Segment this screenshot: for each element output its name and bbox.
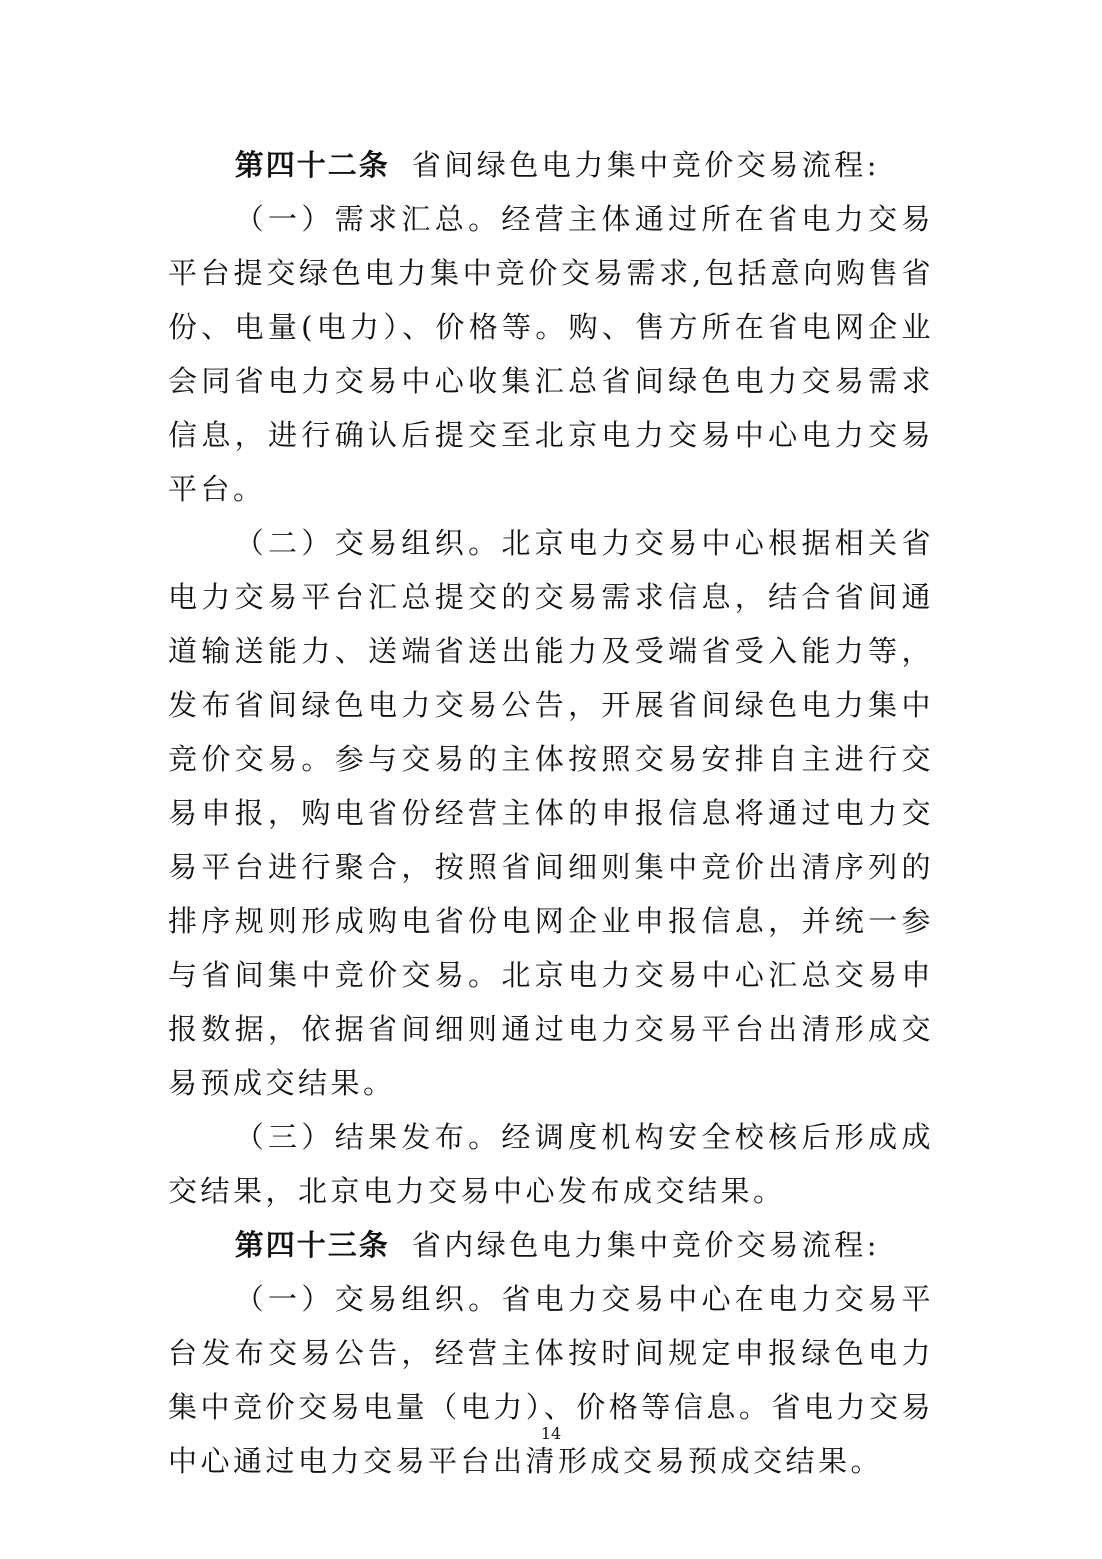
paragraph-article-42 xyxy=(168,138,934,192)
paragraph-provincial-trade-organization xyxy=(168,1272,934,1488)
paragraph-text: （一）交易组织。省电力交易中心在电力交易平台发布交易公告，经营主体按时间规定申报绿色电力集中竞价交易电量（电力）、价格等信息。省电力交易中心通过电力交易平台出清形成交易预成交结果。 xyxy=(168,1282,934,1478)
paragraph-result-release xyxy=(168,1110,934,1218)
paragraph-text: （一）需求汇总。经营主体通过所在省电力交易平台提交绿色电力集中竞价交易需求,包括意向购售省份、电量(电力）、价格等。购、售方所在省电网企业会同省电力交易中心收集汇总省间绿色电力交易需求信息，进行确认后提交至北京电力交易中心电力交易平台。 xyxy=(168,202,934,506)
paragraph-text: （二）交易组织。北京电力交易中心根据相关省电力交易平台汇总提交的交易需求信息，结合省间通道输送能力、送端省送出能力及受端省受入能力等，发布省间绿色电力交易公告，开展省间绿色电力集中竞价交易。参与交易的主体按照交易安排自主进行交易申报，购电省份经营主体的申报信息将通过电力交易平台进行聚合，按照省间细则集中竞价出清序列的排序规则形成购电省份电网企业申报信息，并统一参与省间集中竞价交易。北京电力交易中心汇总交易申报数据，依据省间细则通过电力交易平台出清形成交易预成交结果。 xyxy=(168,526,934,1100)
paragraph-text: 省间绿色电力集中竞价交易流程: xyxy=(411,148,880,182)
paragraph-demand-summary xyxy=(168,192,934,516)
article-heading: 第四十三条 xyxy=(234,1228,390,1262)
paragraph-article-43 xyxy=(168,1218,934,1272)
paragraph-text: 省内绿色电力集中竞价交易流程: xyxy=(411,1228,880,1262)
paragraph-trade-organization xyxy=(168,516,934,1110)
page-number: 14 xyxy=(540,1424,562,1443)
document-body xyxy=(168,138,934,1488)
article-heading: 第四十二条 xyxy=(234,148,390,182)
paragraph-text: （三）结果发布。经调度机构安全校核后形成成交结果，北京电力交易中心发布成交结果。 xyxy=(168,1120,934,1208)
